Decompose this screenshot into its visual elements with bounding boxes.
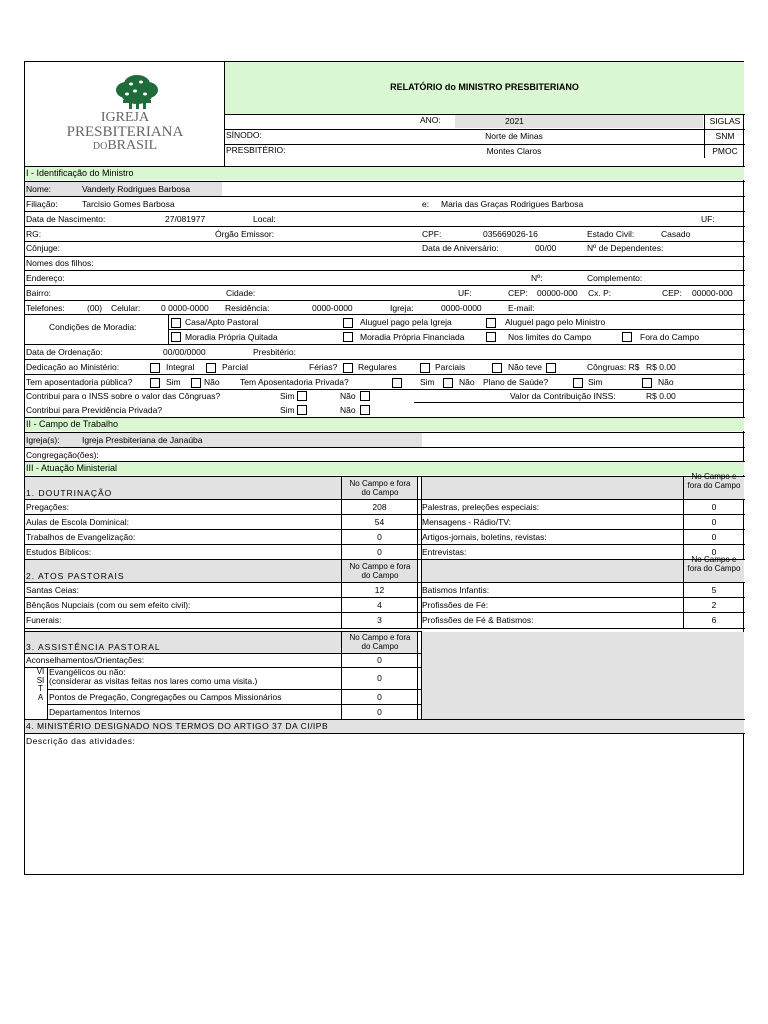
- section4-title: 4. MINISTÉRIO DESIGNADO NOS TERMOS DO ARTIGO 37 DA CI/IPB: [26, 721, 329, 731]
- cpf-value[interactable]: 035669026-16: [483, 229, 538, 239]
- moradia-checkbox-2[interactable]: [343, 318, 353, 328]
- aposent-pub-nao-label: Não: [204, 377, 220, 387]
- ano-label: ANO:: [420, 115, 441, 125]
- valor-inss-value[interactable]: R$ 0.00: [646, 391, 676, 401]
- aposent-pub-sim-checkbox[interactable]: [150, 378, 160, 388]
- visita-label-0b: (considerar as visitas feitas nos lares como uma visita.): [49, 676, 258, 686]
- dedicacao-label: Dedicação ao Ministério:: [26, 362, 120, 372]
- presbiterio2-label: Presbitério:: [253, 347, 296, 357]
- atos-col-header-2: No Campo e fora do Campo: [687, 555, 741, 573]
- aposent-priv-nao-checkbox[interactable]: [443, 378, 453, 388]
- atos-left-value-2[interactable]: 3: [377, 615, 382, 625]
- section2-title: II - Campo de Trabalho: [26, 419, 119, 429]
- moradia-checkbox-5[interactable]: [343, 332, 353, 342]
- logo-line-3a: DO: [92, 141, 108, 152]
- valor-inss-label: Valor da Contribuição INSS:: [510, 391, 616, 401]
- aconselh-label: Aconselhamentos/Orientações:: [26, 655, 145, 665]
- nome-label: Nome:: [26, 184, 52, 194]
- doutrinacao-right-value-1[interactable]: 0: [711, 517, 717, 527]
- section3-title: III - Atuação Ministerial: [26, 463, 118, 473]
- nasc-label: Data de Nascimento:: [26, 214, 106, 224]
- doutrinacao-title: 1. DOUTRINAÇÃO: [26, 488, 113, 498]
- sinodo-sigla: SNM: [715, 131, 735, 141]
- plano-sim-checkbox[interactable]: [573, 378, 583, 388]
- presbiterio-value: Montes Claros: [486, 146, 542, 156]
- visita-label-1: Pontos de Pregação, Congregações ou Campos Missionários: [49, 692, 282, 702]
- doutrinacao-right-value-2[interactable]: 0: [711, 532, 717, 542]
- moradia-opt-2: Aluguel pago pela Igreja: [360, 317, 452, 327]
- filiacao-label: Filiação:: [26, 199, 58, 209]
- visita-vertical-label: VISITA: [36, 667, 45, 702]
- doutrinacao-left-label-0: Pregações:: [26, 502, 69, 512]
- mae-value[interactable]: Maria das Graças Rodrigues Barbosa: [441, 199, 584, 209]
- parciais-checkbox[interactable]: [420, 363, 430, 373]
- ordenacao-label: Data de Ordenação:: [26, 347, 103, 357]
- aposent-pub-label: Tem aposentadoria pública?: [26, 377, 133, 387]
- moradia-opt-4: Moradia Própria Quitada: [185, 332, 278, 342]
- logo: [55, 70, 195, 155]
- igrejas-label: Igreja(s):: [26, 435, 60, 445]
- nasc-value[interactable]: 27/081977: [165, 214, 206, 224]
- logo-line-3b: BRASIL: [107, 138, 158, 153]
- integral-checkbox[interactable]: [150, 363, 160, 373]
- page-title: RELATÓRIO do MINISTRO PRESBITERIANO: [390, 82, 579, 92]
- inss-sim-label: Sim: [280, 391, 295, 401]
- moradia-opt-5: Moradia Própria Financiada: [360, 332, 465, 342]
- local-label: Local:: [253, 214, 276, 224]
- plano-label: Plano de Saúde?: [483, 377, 549, 387]
- moradia-opt-1: Casa/Apto Pastoral: [185, 317, 259, 327]
- moradia-opt-7: Fora do Campo: [640, 332, 700, 342]
- ddd-value[interactable]: (00): [87, 303, 103, 313]
- doutrinacao-left-label-1: Aulas de Escola Dominical:: [26, 517, 129, 527]
- igreja-tel-label: Igreja:: [390, 303, 414, 313]
- logo-line-1: IGREJA: [100, 110, 150, 125]
- inss-nao-checkbox[interactable]: [360, 391, 370, 401]
- aconselh-value[interactable]: 0: [377, 655, 382, 665]
- cxp-label: Cx. P:: [588, 288, 612, 298]
- integral-label: Integral: [166, 362, 195, 372]
- aposent-pub-nao-checkbox[interactable]: [191, 378, 201, 388]
- nome-value[interactable]: Vanderly Rodrigues Barbosa: [82, 184, 191, 194]
- ano-value: 2021: [505, 116, 524, 126]
- moradia-checkbox-7[interactable]: [622, 332, 632, 342]
- telefones-label: Telefones:: [26, 303, 65, 313]
- desc-field[interactable]: [25, 748, 744, 874]
- moradia-checkbox-4[interactable]: [171, 332, 181, 342]
- aposent-priv-label: Tem Aposentadoria Privada?: [240, 377, 349, 387]
- inss-sim-checkbox[interactable]: [297, 391, 307, 401]
- naoteve-checkbox-2[interactable]: [546, 363, 556, 373]
- aniv-value[interactable]: 00/00: [535, 243, 557, 253]
- doutrinacao-left-value-1[interactable]: 54: [374, 517, 385, 527]
- doutrinacao-right-label-1: Mensagens - Rádio/TV:: [422, 517, 511, 527]
- moradia-checkbox-6[interactable]: [486, 332, 496, 342]
- logo-line-3: [55, 139, 195, 154]
- atos-left-value-1[interactable]: 4: [377, 600, 382, 610]
- aposent-priv-nao-label: Não: [459, 377, 475, 387]
- numero-label: Nº:: [531, 273, 543, 283]
- endereco-label: Endereço:: [26, 273, 65, 283]
- presbiterio-sigla: PMOC: [712, 146, 738, 156]
- regulares-checkbox[interactable]: [343, 363, 353, 373]
- parcial-label: Parcial: [222, 362, 248, 372]
- visita-value-1[interactable]: 0: [377, 692, 382, 702]
- uf-label: UF:: [701, 214, 715, 224]
- doutrinacao-right-label-2: Artigos-jornais, boletins, revistas:: [422, 532, 547, 542]
- bush-icon: [55, 70, 195, 115]
- doutrinacao-col-header-2: No Campo e fora do Campo: [687, 472, 741, 490]
- atos-col-header: No Campo e fora do Campo: [349, 562, 411, 580]
- atos-title: 2. ATOS PASTORAIS: [26, 571, 125, 581]
- visita-value-2[interactable]: 0: [377, 707, 382, 717]
- aposent-priv-sim-label: Sim: [420, 377, 435, 387]
- doutrinacao-right-label-0: Palestras, preleções especiais:: [422, 502, 540, 512]
- inss-nao-label: Não: [340, 391, 356, 401]
- atos-right-label-2: Profissões de Fé & Batismos:: [422, 615, 534, 625]
- desc-label: Descrição das atividades:: [26, 736, 136, 746]
- cep2-label: CEP:: [662, 288, 682, 298]
- plano-sim-label: Sim: [588, 377, 603, 387]
- civil-value[interactable]: Casado: [661, 229, 691, 239]
- logo-line-2: PRESBITERIANA: [66, 124, 184, 140]
- atos-right-label-0: Batismos Infantis:: [422, 585, 490, 595]
- igrejas-value[interactable]: Igreja Presbiteriana de Janaúba: [82, 435, 203, 445]
- moradia-checkbox-3[interactable]: [486, 318, 496, 328]
- prev-sim-checkbox[interactable]: [297, 405, 307, 415]
- doutrinacao-left-label-2: Trabalhos de Evangelização:: [26, 532, 136, 542]
- sinodo-label: SÍNODO:: [226, 130, 262, 140]
- parciais-label: Parciais: [435, 362, 466, 372]
- doutrinacao-col-header: No Campo e fora do Campo: [349, 479, 411, 497]
- aniv-label: Data de Aniversário:: [422, 243, 499, 253]
- congruas-label: Côngruas: R$: [587, 362, 640, 372]
- plano-nao-checkbox[interactable]: [642, 378, 652, 388]
- doutrinacao-right-value-3[interactable]: 0: [711, 547, 717, 557]
- cpf-label: CPF:: [422, 229, 442, 239]
- residencia-label: Residência:: [225, 303, 270, 313]
- plano-nao-label: Não: [658, 377, 674, 387]
- inss-label: Contribui para o INSS sobre o valor das Côngruas?: [26, 391, 221, 401]
- naoteve-label: Não teve: [508, 362, 543, 372]
- civil-label: Estado Civil:: [587, 229, 635, 239]
- complemento-label: Complemento:: [587, 273, 643, 283]
- filhos-label: Nomes dos filhos:: [26, 258, 94, 268]
- section1-title: I - Identificação do Ministro: [26, 168, 134, 178]
- naoteve-checkbox[interactable]: [492, 363, 502, 373]
- doutrinacao-left-value-0[interactable]: 208: [372, 502, 387, 512]
- prev-sim-label: Sim: [280, 405, 295, 415]
- atos-left-label-2: Funerais:: [26, 615, 62, 625]
- celular-label: Celular:: [111, 303, 141, 313]
- cidade-label: Cidade:: [226, 288, 256, 298]
- assist-title: 3. ASSISTÊNCIA PASTORAL: [26, 642, 161, 652]
- prev-label: Contribui para Previdência Privada?: [26, 405, 163, 415]
- atos-left-label-0: Santas Ceias:: [26, 585, 79, 595]
- atos-left-value-0[interactable]: 12: [374, 585, 385, 595]
- atos-right-value-1[interactable]: 2: [711, 600, 717, 610]
- visita-label-0: Evangélicos ou não:: [49, 667, 126, 677]
- parcial-checkbox[interactable]: [206, 363, 216, 373]
- ferias-label: Férias?: [309, 362, 338, 372]
- regulares-label: Regulares: [358, 362, 397, 372]
- cep-value[interactable]: 00000-000: [537, 288, 578, 298]
- atos-right-label-1: Profissões de Fé:: [422, 600, 489, 610]
- residencia-value[interactable]: 0000-0000: [312, 303, 353, 313]
- presbiterio-label: PRESBITÉRIO:: [226, 145, 286, 155]
- congregacoes-label: Congregação(ões):: [26, 450, 99, 460]
- dependentes-label: Nº de Dependentes:: [587, 243, 664, 253]
- celular-value[interactable]: 0 0000-0000: [161, 303, 209, 313]
- moradia-checkbox-1[interactable]: [171, 318, 181, 328]
- sinodo-value: Norte de Minas: [485, 131, 543, 141]
- cep-label: CEP:: [508, 288, 528, 298]
- uf2-label: UF:: [458, 288, 472, 298]
- assist-col-header: No Campo e fora do Campo: [349, 633, 411, 651]
- pai-value[interactable]: Tarcisio Gomes Barbosa: [82, 199, 175, 209]
- congruas-value[interactable]: R$ 0.00: [646, 362, 676, 372]
- aposent-priv-sim-checkbox[interactable]: [392, 378, 402, 388]
- aposent-pub-sim-label: Sim: [166, 377, 181, 387]
- moradia-opt-3: Aluguel pago pelo Ministro: [505, 317, 606, 327]
- bairro-label: Bairro:: [26, 288, 52, 298]
- prev-nao-checkbox[interactable]: [360, 405, 370, 415]
- doutrinacao-right-label-3: Entrevistas:: [422, 547, 467, 557]
- moradia-label: Condições de Moradia:: [49, 322, 137, 332]
- orgao-label: Órgão Emissor:: [215, 229, 275, 239]
- email-label: E-mail:: [508, 303, 535, 313]
- doutrinacao-left-label-3: Estudos Bíblicos:: [26, 547, 92, 557]
- igreja-tel-value[interactable]: 0000-0000: [441, 303, 482, 313]
- rg-label: RG:: [26, 229, 42, 239]
- atos-left-label-1: Bênçãos Nupciais (com ou sem efeito civil):: [26, 600, 191, 610]
- ordenacao-value[interactable]: 00/00/0000: [163, 347, 206, 357]
- e-label: e:: [422, 199, 430, 209]
- doutrinacao-right-value-0[interactable]: 0: [711, 502, 717, 512]
- atos-right-value-2[interactable]: 6: [711, 615, 717, 625]
- visita-label-2: Departamentos Internos: [49, 707, 141, 717]
- doutrinacao-left-value-2[interactable]: 0: [377, 532, 382, 542]
- atos-right-value-0[interactable]: 5: [711, 585, 717, 595]
- visita-value-0[interactable]: 0: [377, 673, 382, 683]
- conjuge-label: Cônjuge:: [26, 243, 61, 253]
- moradia-opt-6: Nos limites do Campo: [508, 332, 592, 342]
- doutrinacao-left-value-3[interactable]: 0: [377, 547, 382, 557]
- prev-nao-label: Não: [340, 405, 356, 415]
- siglas-label: SIGLAS: [709, 116, 741, 126]
- cep2-value[interactable]: 00000-000: [692, 288, 733, 298]
